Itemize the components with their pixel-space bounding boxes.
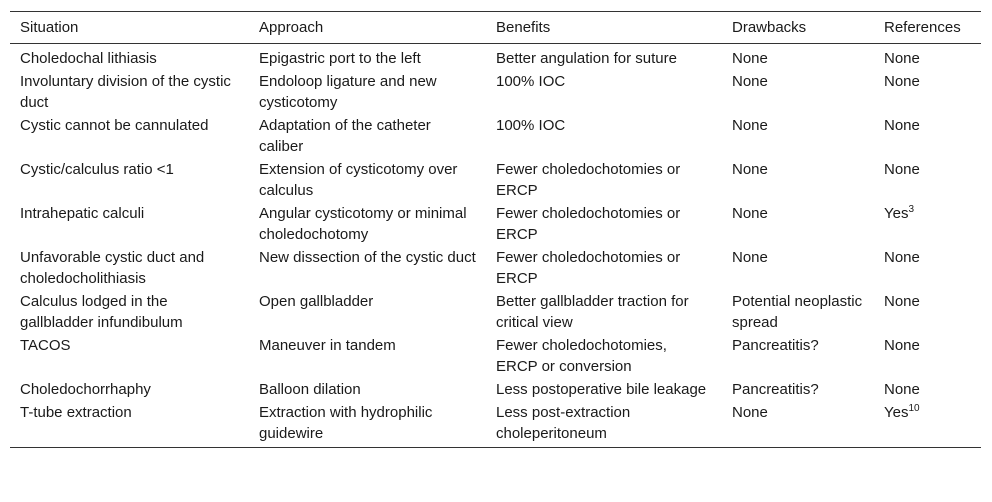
drawbacks-text: Pancreatitis? [732, 337, 819, 354]
header-situation: Situation [10, 12, 249, 44]
table-row [10, 334, 981, 378]
cell-situation [10, 44, 249, 71]
approach-text: Adaptation of the catheter caliber [259, 117, 431, 155]
benefits-text: Less post-extraction choleperitoneum [496, 404, 631, 442]
cell-drawbacks [722, 202, 874, 246]
cell-situation [10, 70, 249, 114]
cell-approach [249, 158, 486, 202]
references-text: None [884, 249, 920, 266]
cell-references [874, 378, 981, 401]
cell-drawbacks [722, 44, 874, 71]
table-container [10, 11, 981, 448]
situation-text: Unfavorable cystic duct and choledocholithiasis [20, 249, 205, 287]
cell-approach [249, 290, 486, 334]
cell-situation [10, 158, 249, 202]
table-row [10, 378, 981, 401]
situation-text: Cystic/calculus ratio <1 [20, 161, 174, 178]
cell-drawbacks [722, 246, 874, 290]
cell-references [874, 334, 981, 378]
benefits-text: Better angulation for suture [496, 50, 677, 67]
cell-situation [10, 334, 249, 378]
cell-approach [249, 378, 486, 401]
situation-text: Intrahepatic calculi [20, 205, 145, 222]
drawbacks-text: None [732, 117, 768, 134]
drawbacks-text: None [732, 404, 768, 421]
table-row [10, 290, 981, 334]
cell-approach [249, 44, 486, 71]
drawbacks-text: None [732, 73, 768, 90]
situation-text: T-tube extraction [20, 404, 132, 421]
drawbacks-text: Potential neoplastic spread [732, 293, 863, 331]
situation-text: TACOS [20, 337, 71, 354]
table-body [10, 44, 981, 448]
cell-drawbacks [722, 334, 874, 378]
cell-drawbacks [722, 378, 874, 401]
cell-situation [10, 246, 249, 290]
references-text: None [884, 117, 920, 134]
approach-text: Epigastric port to the left [259, 50, 421, 67]
references-text: None [884, 293, 920, 310]
references-text: Yes [884, 404, 909, 421]
drawbacks-text: None [732, 50, 768, 67]
cell-approach [249, 334, 486, 378]
table-row [10, 401, 981, 448]
table-row [10, 246, 981, 290]
references-text: Yes [884, 205, 909, 222]
cell-benefits [486, 401, 722, 448]
header-references: References [874, 12, 981, 44]
benefits-text: Better gallbladder traction for critical view [496, 293, 689, 331]
header-row [10, 12, 981, 44]
cell-situation [10, 378, 249, 401]
approach-text: Open gallbladder [259, 293, 374, 310]
cell-drawbacks [722, 290, 874, 334]
situation-text: Involuntary division of the cystic duct [20, 73, 231, 111]
approach-text: Balloon dilation [259, 381, 361, 398]
references-text: None [884, 161, 920, 178]
cell-benefits [486, 114, 722, 158]
references-text: None [884, 337, 920, 354]
cell-situation [10, 401, 249, 448]
benefits-text: 100% IOC [496, 73, 566, 90]
reference-superscript: 3 [908, 204, 915, 215]
cell-references [874, 202, 981, 246]
header-approach: Approach [249, 12, 486, 44]
cell-benefits [486, 70, 722, 114]
approach-text: Extraction with hydrophilic guidewire [259, 404, 433, 442]
references-text: None [884, 73, 920, 90]
benefits-text: 100% IOC [496, 117, 566, 134]
cell-benefits [486, 246, 722, 290]
cell-situation [10, 290, 249, 334]
cell-drawbacks [722, 401, 874, 448]
cell-drawbacks [722, 70, 874, 114]
reference-superscript: 10 [908, 403, 920, 414]
header-benefits: Benefits [486, 12, 722, 44]
cell-approach [249, 202, 486, 246]
cell-approach [249, 246, 486, 290]
approach-text: New dissection of the cystic duct [259, 249, 476, 266]
situation-text: Choledochorrhaphy [20, 381, 151, 398]
situation-text: Choledochal lithiasis [20, 50, 157, 67]
approach-text: Extension of cysticotomy over calculus [259, 161, 458, 199]
table-row [10, 202, 981, 246]
cell-references [874, 246, 981, 290]
situation-text: Cystic cannot be cannulated [20, 117, 209, 134]
benefits-text: Fewer choledochotomies or ERCP [496, 249, 681, 287]
cell-benefits [486, 290, 722, 334]
cell-references [874, 290, 981, 334]
cell-approach [249, 401, 486, 448]
table-row [10, 70, 981, 114]
approach-text: Maneuver in tandem [259, 337, 396, 354]
header-drawbacks: Drawbacks [722, 12, 874, 44]
cell-drawbacks [722, 158, 874, 202]
data-table [10, 11, 981, 448]
approach-text: Endoloop ligature and new cysticotomy [259, 73, 437, 111]
drawbacks-text: None [732, 205, 768, 222]
cell-situation [10, 202, 249, 246]
table-row [10, 158, 981, 202]
cell-benefits [486, 378, 722, 401]
cell-approach [249, 114, 486, 158]
cell-drawbacks [722, 114, 874, 158]
cell-situation [10, 114, 249, 158]
cell-references [874, 70, 981, 114]
drawbacks-text: None [732, 249, 768, 266]
benefits-text: Fewer choledochotomies or ERCP [496, 161, 681, 199]
cell-benefits [486, 334, 722, 378]
cell-references [874, 401, 981, 448]
approach-text: Angular cysticotomy or minimal choledochotomy [259, 205, 467, 243]
table-row [10, 114, 981, 158]
drawbacks-text: None [732, 161, 768, 178]
benefits-text: Fewer choledochotomies, ERCP or conversion [496, 337, 667, 375]
cell-references [874, 158, 981, 202]
situation-text: Calculus lodged in the gallbladder infundibulum [20, 293, 183, 331]
references-text: None [884, 50, 920, 67]
benefits-text: Less postoperative bile leakage [496, 381, 707, 398]
cell-benefits [486, 158, 722, 202]
cell-references [874, 114, 981, 158]
cell-references [874, 44, 981, 71]
references-text: None [884, 381, 920, 398]
drawbacks-text: Pancreatitis? [732, 381, 819, 398]
cell-approach [249, 70, 486, 114]
cell-benefits [486, 44, 722, 71]
benefits-text: Fewer choledochotomies or ERCP [496, 205, 681, 243]
table-row [10, 44, 981, 71]
table-header [10, 12, 981, 44]
cell-benefits [486, 202, 722, 246]
